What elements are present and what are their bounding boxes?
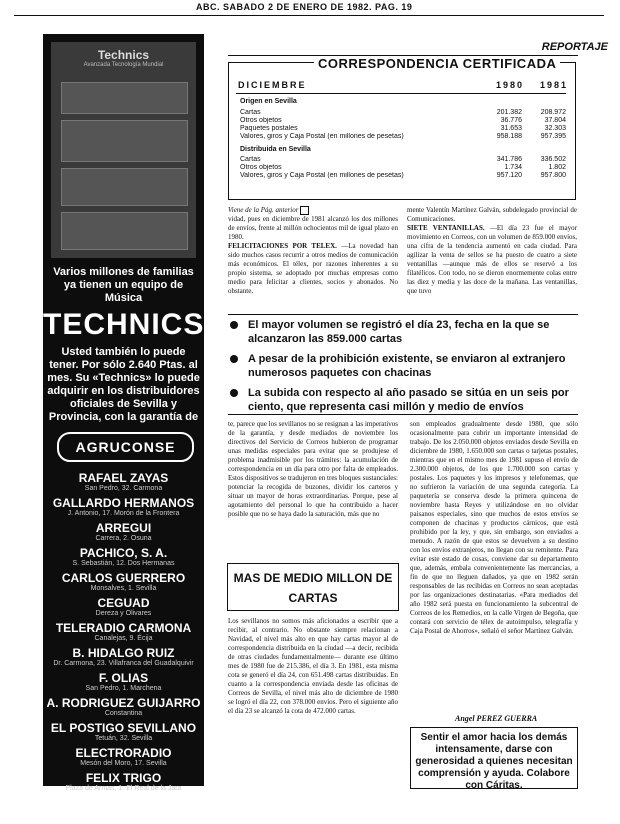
distributor-address: Dereza y Olivares (95, 610, 152, 617)
photo-tagline: Avanzada Tecnología Mundial (83, 62, 164, 68)
ad-brand: TECHNICS (43, 308, 205, 341)
bullet-icon (230, 355, 238, 363)
article-column-3b: Los sevillanos no somos más aficionados a escribir que a recibir, al contrario. No obstante siempre relacionan a Navidad, el nivel más alto en que hay cartas mayor al de correspondencia distribuida en la ciudad —a decir, recibida de otras ciudades fundamentalmente— durante ese último mes de 1980 fue de 215.386, el día 3. En 1981, esta misma cota se generó el día 24, con 651.498 cartas distribuidas. En cuanto a la correspondencia enviada desde las oficinas de Correos de Sevilla, el nivel más alto de diciembre de 1980 se logró el día 22, con 378.000 envíos. Pero el siguiente año el día 23 se alcanzó la cota de 472.000 cartas. (228, 617, 398, 715)
highlight-text: La subida con respecto al año pasado se sitúa en un seis por ciento, que representa casi millón y medio de envíos (248, 387, 569, 413)
section-label: REPORTAJE (541, 41, 608, 53)
table-row (240, 164, 566, 172)
table-cell-label: Cartas (240, 156, 261, 163)
table-cell-1980: 341.786 (496, 156, 522, 163)
table-cell-1980: 1.734 (504, 164, 522, 171)
table-row (240, 109, 566, 117)
distributor-name: GALLARDO HERMANOS (52, 496, 195, 510)
distributor-name: RAFAEL ZAYAS (78, 471, 169, 485)
table-row (240, 172, 566, 180)
bullets-rule-bottom (228, 414, 578, 415)
article-paragraph: mente Valentín Martínez Galván, subdelegado provincial de Comunicaciones. (407, 206, 577, 223)
stereo-unit (61, 82, 188, 114)
caritas-notice: Sentir el amor hacia los demás intensamente, darse con generosidad a quienes necesitan comprensión y ayuda. Colabore con Cáritas. (410, 727, 578, 789)
table-cell-1980: 36.776 (500, 117, 522, 124)
bullet-icon (230, 389, 238, 397)
distributor-name: A. RODRIGUEZ GUIJARRO (46, 696, 201, 710)
table-cell-1981: 208.972 (540, 109, 566, 116)
distributor-address: J. Antonio, 17. Morón de la Frontera (67, 510, 180, 517)
stereo-unit (61, 120, 188, 162)
highlight-item (228, 386, 578, 414)
distributor-name: PACHICO, S. A. (79, 546, 168, 560)
table-cell-1980: 957.120 (496, 172, 522, 179)
bullet-icon (230, 321, 238, 329)
continuation-note: Viene de la Pág. anterior (228, 206, 299, 215)
bullets-rule-top (228, 314, 578, 315)
header-rule (14, 15, 604, 16)
article-column-1 (228, 206, 398, 296)
table-cell-label: Cartas (240, 109, 261, 116)
distributor-address: S. Sebastián, 12. Dos Hermanas (72, 560, 175, 567)
distributor-name: EL POSTIGO SEVILLANO (50, 721, 197, 735)
table-cell-label: Paquetes postales (240, 125, 298, 132)
table-cell-1981: 32.303 (544, 125, 566, 132)
distributor-address: Plaza de Armas, 1. El Real de la Jara (65, 785, 182, 792)
distributor-address: Monsalves, 1. Sevilla (90, 585, 157, 592)
distributor-list (43, 472, 204, 797)
article-column-3: te, parece que los sevillanos no se resignan a las imperativos de la garantía, y desde mediados de noviembre los directivos del Servicio de Correos hubieron de programar unas medidas especiales para evitar que se produjese el problema inadmisible por los trámites: la acumulación de correspondencia en un día para otro por falta de empleados. Estos dispositivos se tradujeron en tres bloques sustanciales: potenciar la recogida de buzones, dividir los carteros y situar un mayor de horas extraordinarias. Porque, pese al agotamiento del personal lo que ha contribuido a hacer posible que no se haya dado la saturación, más que no (228, 420, 398, 518)
table-title: CORRESPONDENCIA CERTIFICADA (314, 56, 560, 71)
distributor-name: CARLOS GUERRERO (61, 571, 186, 585)
distributor-address: Constantina (104, 710, 143, 717)
table-cell-1980: 31.653 (500, 125, 522, 132)
boxed-headline: MAS DE MEDIO MILLON DE CARTAS (227, 563, 399, 611)
photo-brand: Technics (97, 48, 150, 62)
highlight-item (228, 352, 578, 380)
ad-headline: Varios millones de familias ya tienen un equipo de Música (53, 266, 194, 304)
article-column-4: son empleados gradualmente desde 1980, que sólo ocasionalmente para cubrir un importante intensidad de trabajo. De los 2.050.000 objetos enviados desde Sevilla en diciembre de 1980, 1.650.000 son cartas o tarjetas postales, mientras que en el mismo mes de 1981 supuso el envío de 2.300.000 objetos, de los que 1.700.000 son cartas y postales. Los paquetes y los impresos y telefonemas, que no sufrieron la variación de una segunda categoría. La paquetería se conserva desde la primera quincena de noviembre hasta Reyes y utilizándose en no olvidar paisanos especiales, sino que muchos de estos envíos se componen de chacinas y productos cárnicos, que está prohibido por la ley, y que, sin embargo, son enviados a menudo. A razón de que estos se devuelven a su destino con los envíos extranjeros, no llegan con su remitente. Para evitar este estado de cosas, conviene dar su departamento que, además, embala convenientemente las mercancías, a fin de que no lleguen dañados, ya que en 1982 serán responsables de las recibidas en Correos no sean aceptadas por las organizaciones destinatarias. «Para mediados del año 1982 será puesta en funcionamiento la subcentral de Correos de los Remedios, en la calle Virgen de Begoña, que contará con servicio de télex de autoimpulso, telegrafía y Caja Postal de Ahorros», señaló el señor Martínez Galván. (410, 420, 578, 635)
stereo-unit (61, 212, 188, 250)
technics-advertisement (43, 34, 205, 792)
author-signature: Angel PEREZ GUERRA (455, 714, 538, 723)
table-cell-label: Otros objetos (240, 117, 282, 124)
table-cell-1981: 957.800 (540, 172, 566, 179)
subheading: FELICITACIONES POR TELEX. (228, 242, 337, 251)
distributor-address: San Pedro, 1. Marchena (85, 685, 162, 692)
ad-body: Usted también lo puede tener. Por sólo 2.640 Ptas. al mes. Su «Technics» lo puede adquirir en los distribuidores oficiales de Sevilla y Provincia, con la garantía de (47, 346, 200, 423)
distributor-name: CEGUAD (97, 596, 150, 610)
stereo-photo (51, 42, 196, 258)
stereo-unit (61, 168, 188, 206)
highlight-item (228, 318, 578, 346)
table-row (240, 156, 566, 164)
article-paragraph: —El día 23 fue el mayor movimiento en Correos, con un volumen de 859.000 envíos, una cifra de la tendencia aumentó en cada ciudad. Para agilizar la venta de sellos se ha puesto de cuatro a siete ventanillas —aunque más de ellos se reservó a los filatélicos. Con todo, no se dieron enormemente colas entre las diez y media y las doce de la mañana. Las ventanillas, que tuvo (407, 224, 577, 295)
highlight-text: El mayor volumen se registró el día 23, fecha en la que se alcanzaron las 859.000 cartas (248, 319, 550, 345)
table-cell-label: Valores, giros y Caja Postal (en millones de pesetas) (240, 172, 404, 179)
table-year-1981: 1981 (540, 80, 569, 90)
distributor-name: FELIX TRIGO (85, 771, 162, 785)
distributor-address: Dr. Carmona, 23. Villafranca del Guadalquivir (53, 660, 194, 667)
distributor-address: Carrera, 2. Osuna (95, 535, 152, 542)
table-group-label: Distribuida en Sevilla (240, 146, 311, 153)
distributor-name: ELECTRORADIO (75, 746, 172, 760)
table-cell-1980: 201.382 (496, 109, 522, 116)
newspaper-header: ABC. SABADO 2 DE ENERO DE 1982. PAG. 19 (196, 2, 413, 12)
table-cell-label: Valores, giros y Caja Postal (en millones de pesetas) (240, 133, 404, 140)
article-paragraph: —La novedad han sido muchos casos recurrir a otros medios de comunicación más económicos. El télex, por razones inherentes a su propio sistema, se adoptado por muchas empresas como medio para felicitar a clientes, socios y abonados. No obstante, (228, 242, 398, 296)
table-row (240, 117, 566, 125)
distributor-name: B. HIDALGO RUIZ (72, 646, 175, 660)
distributor-address: Canalejas, 9. Écija (94, 635, 153, 642)
distributor-name: ARREGUI (95, 521, 152, 535)
highlights (228, 318, 578, 420)
distributor-address: San Pedro, 32. Carmona (84, 485, 163, 492)
table-cell-1981: 957.395 (540, 133, 566, 140)
table-cell-1981: 37.804 (544, 117, 566, 124)
article-paragraph: vidad, pues en diciembre de 1981 alcanzó los dos millones de envíos, frente al millón ochocientos mil de igual plazo en 1980. (228, 215, 398, 242)
article-column-2 (407, 206, 577, 296)
agruconse-logo: AGRUCONSE (57, 432, 194, 462)
highlight-text: A pesar de la prohibición existente, se enviaron al extranjero numerosos paquetes con chacinas (248, 353, 566, 379)
distributor-address: Mesón del Moro, 17. Sevilla (80, 760, 167, 767)
table-row (240, 133, 566, 141)
table-row (240, 125, 566, 133)
distributor-address: Tetuán, 32. Sevilla (94, 735, 153, 742)
distributor-name: F. OLIAS (98, 671, 149, 685)
table-cell-1981: 1.802 (548, 164, 566, 171)
table-body (240, 98, 566, 180)
table-group-label: Origen en Sevilla (240, 98, 297, 105)
distributor-name: TELERADIO CARMONA (55, 621, 192, 635)
table-rule (236, 93, 566, 94)
table-cell-1981: 336.502 (540, 156, 566, 163)
table-cell-label: Otros objetos (240, 164, 282, 171)
table-cell-1980: 958.188 (496, 133, 522, 140)
table-year-1980: 1980 (496, 80, 525, 90)
subheading: SIETE VENTANILLAS. (407, 224, 485, 232)
continuation-box (300, 206, 309, 215)
table-header-label: DICIEMBRE (238, 80, 307, 90)
